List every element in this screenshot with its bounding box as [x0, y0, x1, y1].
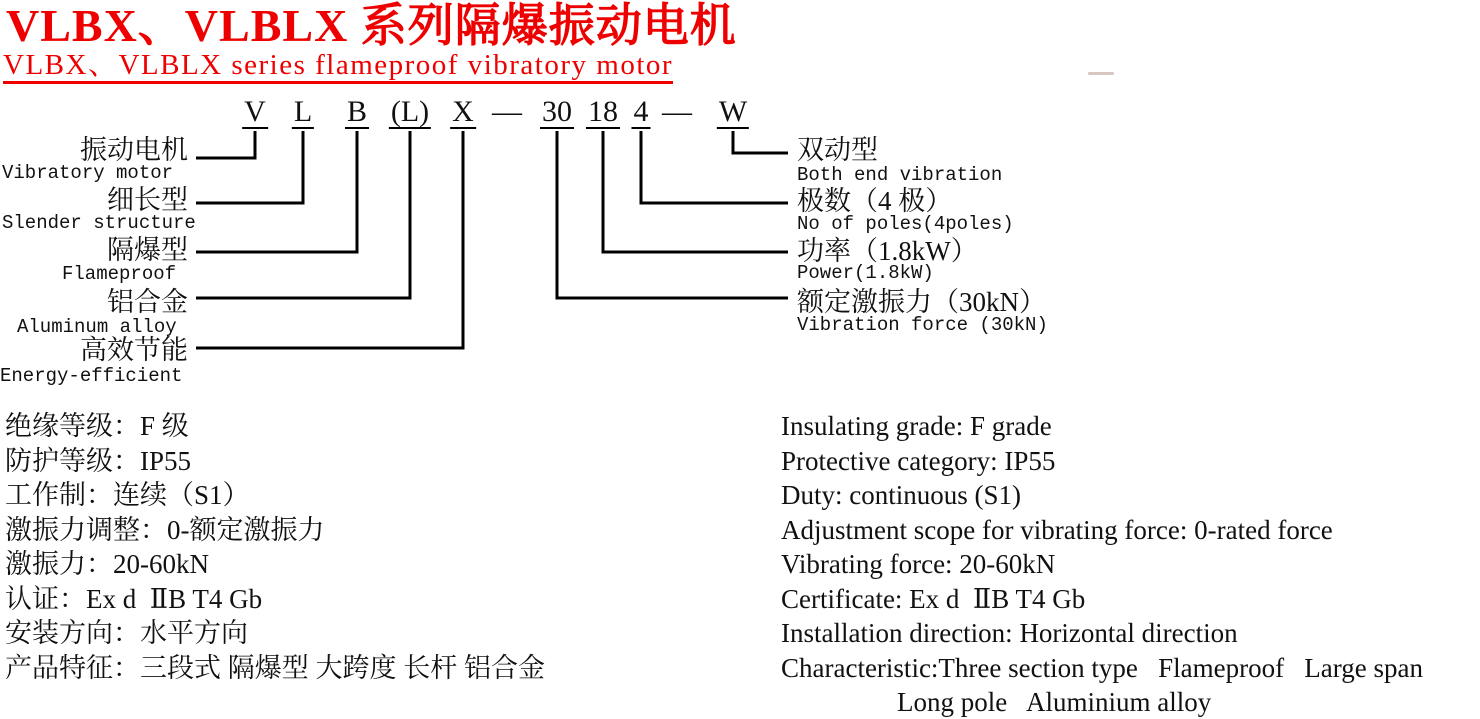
diagram-label-cn: 铝合金 [107, 287, 188, 317]
diagram-label-en: Power(1.8kW) [797, 262, 934, 284]
spec-row: 产品特征：三段式 隔爆型 大跨度 长杆 铝合金 [5, 652, 545, 683]
spec-row: Characteristic:Three section type Flameproof Large span [781, 652, 1424, 683]
spec-row: 认证：Ex d ⅡB T4 Gb [5, 583, 263, 614]
code-token: W [718, 95, 748, 128]
diagram-label-cn: 额定激振力（30kN） [797, 287, 1046, 317]
diagram-label-en: Energy-efficient [0, 365, 183, 387]
diagram-label-cn: 高效节能 [80, 335, 188, 365]
spec-row: 防护等级：IP55 [5, 445, 192, 476]
spec-row: Insulating grade: F grade [781, 411, 1052, 441]
spec-row: Vibrating force: 20-60kN [781, 549, 1056, 579]
diagram-label-en: Aluminum alloy [17, 316, 177, 338]
diagram-label-cn: 功率（1.8kW） [797, 236, 978, 266]
diagram-label-en: Flameproof [62, 263, 177, 285]
diagram-label-cn: 双动型 [797, 135, 878, 165]
page-title: VLBX、VLBLX 系列隔爆振动电机 [6, 0, 737, 51]
specs-chinese-column [5, 409, 545, 685]
connector-line [196, 131, 255, 158]
code-dash: — [492, 95, 522, 128]
spec-row: Long pole Aluminium alloy [897, 687, 1212, 717]
connector-line [733, 131, 788, 153]
code-token: 30 [542, 95, 572, 128]
connector-line [603, 131, 788, 252]
spec-row: 工作制：连续（S1） [5, 480, 250, 510]
code-token: 18 [588, 95, 618, 128]
connector-line [196, 131, 303, 203]
diagram-label-en: Vibratory motor [2, 162, 174, 184]
diagram-label-cn: 隔爆型 [107, 235, 188, 265]
code-token: X [452, 95, 474, 128]
spec-row: 安装方向：水平方向 [5, 618, 248, 648]
spec-row: Protective category: IP55 [781, 445, 1056, 476]
spec-row: Adjustment scope for vibrating force: 0-rated force [781, 514, 1333, 545]
code-dash: — [662, 95, 692, 128]
spec-row: Duty: continuous (S1) [781, 480, 1021, 510]
spec-row: 激振力：20-60kN [5, 549, 209, 579]
code-token: (L) [390, 95, 430, 128]
connector-line [557, 131, 788, 298]
spec-row: 激振力调整：0-额定激振力 [5, 514, 325, 545]
page-subtitle: VLBX、VLBLX series flameproof vibratory motor [3, 50, 673, 84]
spec-row: 绝缘等级：F 级 [5, 411, 189, 441]
code-token: L [293, 95, 313, 128]
connector-line [196, 131, 463, 348]
diagram-label-cn: 振动电机 [80, 135, 188, 165]
specs-english-column [781, 409, 1423, 719]
spec-row: Installation direction: Horizontal direction [781, 618, 1238, 648]
code-token: V [244, 95, 266, 128]
diagram-label-en: Vibration force (30kN) [797, 314, 1048, 336]
code-token: B [346, 95, 368, 128]
diagram-label-en: No of poles(4poles) [797, 213, 1014, 235]
diagram-label-en: Slender structure [2, 212, 196, 234]
diagram-label-en: Both end vibration [797, 164, 1003, 186]
spec-row: Certificate: Ex d ⅡB T4 Gb [781, 583, 1086, 614]
connector-line [641, 131, 788, 203]
connector-line [196, 131, 357, 252]
code-token: 4 [633, 95, 649, 128]
diagram-label-cn: 极数（4 极） [797, 186, 953, 216]
diagram-label-cn: 细长型 [107, 185, 188, 215]
